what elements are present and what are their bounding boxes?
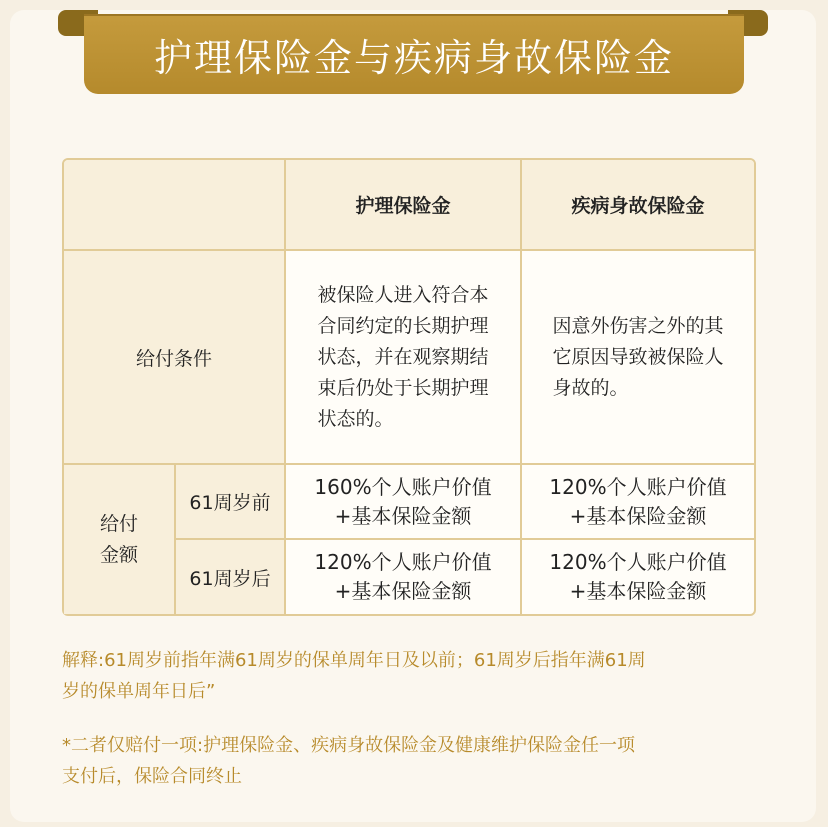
amount-death-after: 120%个人账户价值 +基本保险金额 — [549, 550, 727, 603]
condition-nursing: 被保险人进入符合本 合同约定的长期护理 状态，并在观察期结 束后仍处于长期护理 状态的。 — [317, 283, 489, 430]
amount-label: 给付 金额 — [99, 512, 138, 566]
age-before-61: 61周岁前 — [189, 492, 271, 514]
explanation-note: 解释:61周岁前指年满61周岁的保单周年日及以前；61周岁后指年满61周 岁的保单周年日后” — [62, 650, 646, 702]
amount-death-before: 120%个人账户价值 +基本保险金额 — [549, 474, 727, 528]
amount-nursing-before: 160%个人账户价值 +基本保险金额 — [314, 474, 492, 528]
age-after-61: 61周岁后 — [189, 567, 271, 590]
header-nursing: 护理保险金 — [355, 195, 451, 217]
amount-nursing-after: 120%个人账户价值 +基本保险金额 — [314, 550, 492, 603]
header-death: 疾病身故保险金 — [571, 195, 705, 217]
footnote: *二者仅赔付一项:护理保险金、疾病身故保险金及健康维护保险金任一项 支付后，保险合同终止 — [62, 735, 636, 787]
benefit-table — [62, 158, 756, 616]
condition-death: 因意外伤害之外的其 它原因导致被保险人 身故的。 — [552, 314, 724, 399]
page-title: 护理保险金与疾病身故保险金 — [153, 35, 674, 80]
condition-label: 给付条件 — [135, 347, 212, 370]
title-banner — [84, 14, 744, 94]
